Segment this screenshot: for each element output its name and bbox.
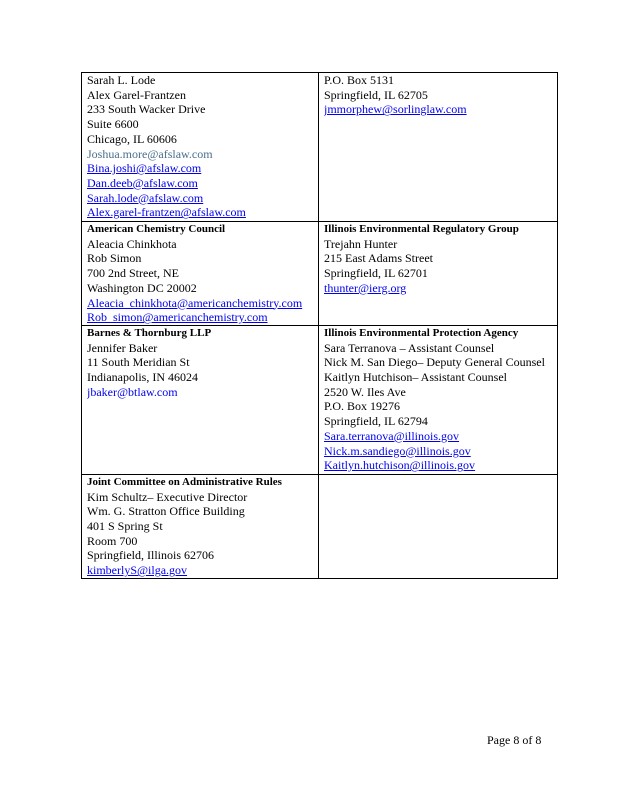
contact-cell bbox=[82, 222, 319, 326]
address-line: Springfield, Illinois 62706 bbox=[87, 548, 214, 563]
contact-name: Trejahn Hunter bbox=[324, 236, 398, 251]
email-link[interactable]: Sarah.lode@afslaw.com bbox=[87, 190, 204, 205]
email-link[interactable]: jmmorphew@sorlinglaw.com bbox=[324, 102, 467, 117]
email-line bbox=[324, 444, 557, 459]
address-line: Springfield, IL 62794 bbox=[324, 414, 428, 429]
address-line: Wm. G. Stratton Office Building bbox=[87, 504, 245, 519]
contact-name: Kaitlyn Hutchison– Assistant Counsel bbox=[324, 370, 507, 385]
email-link[interactable]: Joshua.more@afslaw.com bbox=[87, 146, 213, 161]
email-line bbox=[324, 458, 557, 473]
email-line bbox=[87, 191, 318, 206]
address-line: Springfield, IL 62705 bbox=[324, 87, 428, 102]
contact-cell bbox=[82, 73, 319, 222]
address-line: Springfield, IL 62701 bbox=[324, 266, 428, 281]
organization-name: American Chemistry Council bbox=[87, 223, 226, 235]
address-line: 700 2nd Street, NE bbox=[87, 266, 179, 281]
address-line: Washington DC 20002 bbox=[87, 280, 197, 295]
address-line: P.O. Box 19276 bbox=[324, 399, 401, 414]
contact-cell bbox=[82, 325, 319, 474]
email-link[interactable]: kimberlyS@ilga.gov bbox=[87, 563, 188, 578]
email-line bbox=[87, 161, 318, 176]
email-link[interactable]: jbaker@btlaw.com bbox=[87, 384, 178, 399]
contact-cell bbox=[319, 325, 558, 474]
address-line: Indianapolis, IN 46024 bbox=[87, 370, 198, 385]
contact-name: Jennifer Baker bbox=[87, 340, 158, 355]
email-link[interactable]: Dan.deeb@afslaw.com bbox=[87, 175, 198, 190]
email-line bbox=[324, 102, 557, 117]
address-line: 2520 W. Iles Ave bbox=[324, 384, 406, 399]
email-link[interactable]: Sara.terranova@illinois.gov bbox=[324, 428, 460, 443]
table-row bbox=[82, 474, 558, 578]
email-line bbox=[324, 281, 557, 296]
email-link[interactable]: Aleacia_chinkhota@americanchemistry.com bbox=[87, 295, 303, 310]
email-line bbox=[87, 385, 318, 400]
email-line bbox=[87, 205, 318, 220]
service-list-table bbox=[81, 72, 558, 579]
email-link[interactable]: Rob_simon@americanchemistry.com bbox=[87, 310, 268, 325]
address-line: 401 S Spring St bbox=[87, 519, 163, 534]
contact-name: Kim Schultz– Executive Director bbox=[87, 489, 248, 504]
email-link[interactable]: Bina.joshi@afslaw.com bbox=[87, 161, 202, 176]
contact-name: Alex Garel-Frantzen bbox=[87, 87, 186, 102]
table-row bbox=[82, 325, 558, 474]
email-link[interactable]: Nick.m.sandiego@illinois.gov bbox=[324, 443, 471, 458]
organization-name: Illinois Environmental Regulatory Group bbox=[324, 223, 519, 235]
contact-cell bbox=[319, 73, 558, 222]
contact-name: Rob Simon bbox=[87, 251, 142, 266]
address-line: Suite 6600 bbox=[87, 117, 139, 132]
address-line: P.O. Box 5131 bbox=[324, 73, 395, 87]
address-line: 11 South Meridian St bbox=[87, 355, 190, 370]
email-link[interactable]: Alex.garel-frantzen@afslaw.com bbox=[87, 205, 246, 220]
table-row bbox=[82, 73, 558, 222]
empty-cell bbox=[319, 474, 558, 578]
email-line bbox=[87, 310, 318, 325]
contact-cell bbox=[82, 474, 319, 578]
email-line bbox=[87, 563, 318, 578]
organization-name: Joint Committee on Administrative Rules bbox=[87, 475, 282, 488]
email-line bbox=[87, 176, 318, 191]
organization-name: Illinois Environmental Protection Agency bbox=[324, 326, 519, 339]
contact-cell bbox=[319, 222, 558, 326]
contact-name: Sarah L. Lode bbox=[87, 73, 156, 87]
email-link[interactable]: Kaitlyn.hutchison@illinois.gov bbox=[324, 458, 476, 473]
organization-name: Barnes & Thornburg LLP bbox=[87, 326, 212, 339]
page-number: Page 8 of 8 bbox=[487, 733, 542, 747]
email-link[interactable]: thunter@ierg.org bbox=[324, 280, 407, 295]
table-row bbox=[82, 222, 558, 326]
contact-name: Aleacia Chinkhota bbox=[87, 236, 177, 251]
address-line: 233 South Wacker Drive bbox=[87, 102, 206, 117]
address-line: 215 East Adams Street bbox=[324, 251, 433, 266]
contact-name: Nick M. San Diego– Deputy General Counsel bbox=[324, 355, 545, 370]
email-line bbox=[87, 296, 318, 311]
address-line: Chicago, IL 60606 bbox=[87, 131, 177, 146]
contact-name: Sara Terranova – Assistant Counsel bbox=[324, 340, 495, 355]
address-line: Room 700 bbox=[87, 533, 138, 548]
email-line bbox=[324, 429, 557, 444]
